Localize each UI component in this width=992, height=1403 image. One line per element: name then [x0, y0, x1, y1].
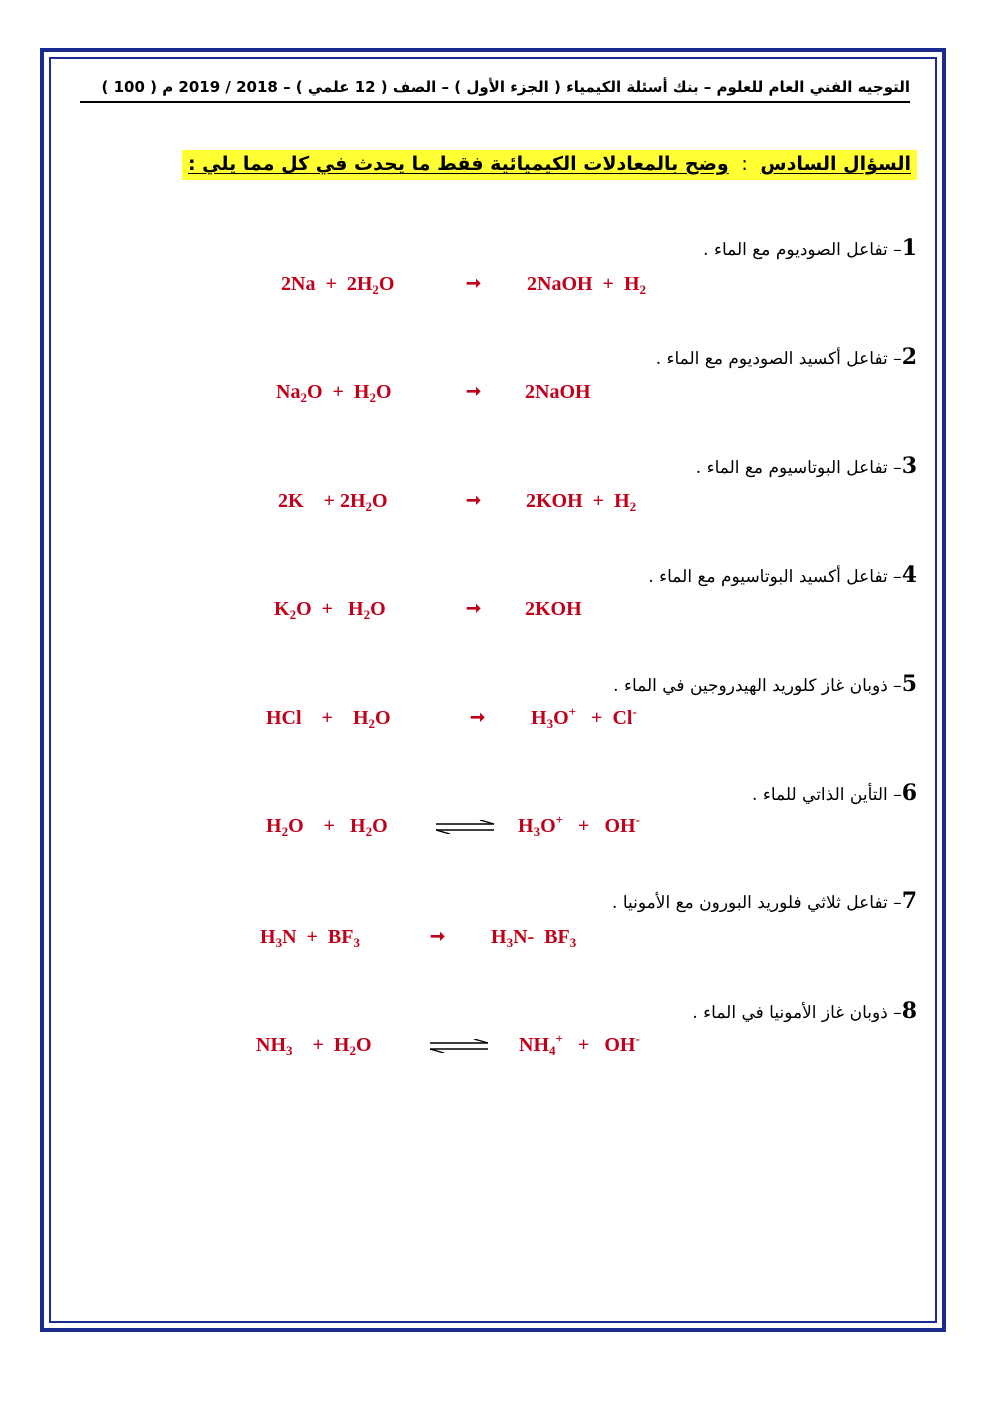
- eq-2-products: 2NaOH: [525, 381, 591, 403]
- eq-8-reactants: $NH_3$ + $H_2O$: [256, 1034, 372, 1058]
- item-4-text: – تفاعل أكسيد البوتاسيوم مع الماء .: [648, 567, 902, 587]
- item-1-text: – تفاعل الصوديوم مع الماء .: [703, 240, 902, 260]
- item-5-prompt: [613, 671, 917, 697]
- item-6-prompt: [752, 780, 917, 806]
- eq-7-products: $H_3N-$ $BF_3$: [491, 926, 577, 950]
- item-4-prompt: [648, 562, 917, 588]
- item-5-text: – ذوبان غاز كلوريد الهيدروجين في الماء .: [613, 676, 902, 696]
- eq-6-reactants: $H_2O$ + $H_2O$: [266, 815, 388, 839]
- question-label: السؤال السادس: [760, 153, 911, 175]
- question-title: [182, 150, 917, 180]
- eq-4-reactants: $K_2O + H_2O$: [274, 598, 386, 622]
- item-2-number: 2: [901, 344, 917, 370]
- item-1-prompt: [703, 235, 917, 261]
- page-header: التوجيه الفني العام للعلوم – بنك أسئلة الكيمياء ( الجزء الأول ) – الصف ( 12 علمي ) – 2018 / 2019 م ( 100 ): [101, 78, 910, 96]
- item-2-text: – تفاعل أكسيد الصوديوم مع الماء .: [655, 349, 902, 369]
- header-underline: [80, 101, 910, 103]
- eq-1-reactants: $2Na + 2H_2O$: [281, 273, 395, 297]
- eq-3-products: $2KOH + H_2$: [526, 490, 637, 514]
- eq-1-products: 2NaOH + $H_2$: [527, 273, 647, 297]
- item-3-text: – تفاعل البوتاسيوم مع الماء .: [695, 458, 902, 478]
- eq-4-products: 2KOH: [525, 598, 582, 620]
- item-6-text: – التأين الذاتي للماء .: [752, 785, 902, 805]
- item-2-prompt: [656, 344, 917, 370]
- item-8-number: 8: [901, 998, 917, 1024]
- item-6-number: 6: [901, 780, 917, 806]
- eq-8-equilibrium-arrow-icon: [428, 1039, 490, 1053]
- eq-7-arrow-icon: ➞: [430, 926, 446, 947]
- item-3-number: 3: [901, 453, 917, 479]
- item-4-number: 4: [901, 562, 917, 588]
- question-text: وضح بالمعادلات الكيميائية فقط ما يحدث في كل مما يلي :: [187, 153, 729, 175]
- eq-5-arrow-icon: ➞: [470, 707, 486, 728]
- eq-5-products: $H_3O^+ + Cl^-$: [531, 704, 637, 731]
- eq-5-reactants: HCl + $H_2O$: [266, 707, 391, 731]
- eq-2-arrow-icon: ➞: [466, 381, 482, 402]
- eq-6-products: $H_3O^+ + OH^-$: [518, 812, 640, 839]
- eq-2-reactants: $Na_2O + H_2O$: [276, 381, 392, 405]
- eq-3-arrow-icon: ➞: [466, 490, 482, 511]
- question-colon: :: [741, 153, 748, 175]
- item-1-number: 1: [901, 235, 917, 261]
- eq-1-arrow-icon: ➞: [466, 273, 482, 294]
- item-5-number: 5: [901, 671, 917, 697]
- item-8-prompt: [692, 998, 917, 1024]
- item-7-number: 7: [901, 888, 917, 914]
- item-8-text: – ذوبان غاز الأمونيا في الماء .: [692, 1003, 902, 1023]
- eq-8-products: $NH_4^+ + OH^-$: [519, 1031, 640, 1058]
- eq-6-equilibrium-arrow-icon: [434, 820, 496, 834]
- item-7-text: – تفاعل ثلاثي فلوريد البورون مع الأمونيا .: [612, 893, 902, 913]
- eq-3-reactants: 2K + $2H_2O$: [278, 490, 388, 514]
- eq-4-arrow-icon: ➞: [466, 598, 482, 619]
- item-7-prompt: [612, 888, 917, 914]
- eq-7-reactants: $H_3N + BF_3$: [260, 926, 360, 950]
- item-3-prompt: [696, 453, 917, 479]
